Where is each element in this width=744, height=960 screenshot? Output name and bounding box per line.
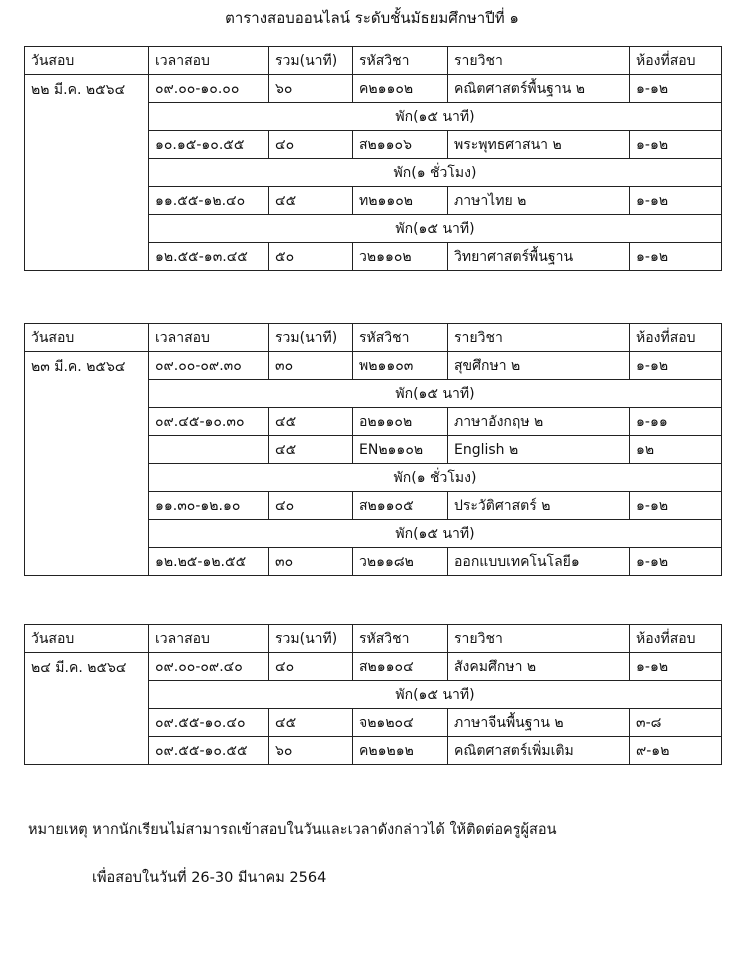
column-header: รหัสวิชา (353, 324, 448, 352)
exam-minutes: ๔๕ (269, 187, 353, 215)
exam-minutes: ๖๐ (269, 737, 353, 765)
exam-room: ๑๒ (630, 436, 722, 464)
exam-date: ๒๒ มี.ค. ๒๕๖๔ (25, 75, 149, 271)
exam-time: ๐๙.๕๕-๑๐.๔๐ (149, 709, 269, 737)
exam-room: ๑-๑๒ (630, 548, 722, 576)
exam-room: ๑-๑๒ (630, 131, 722, 159)
subject-name: ภาษาไทย ๒ (448, 187, 630, 215)
column-header: รวม(นาที) (269, 625, 353, 653)
subject-code: อ๒๑๑๐๒ (353, 408, 448, 436)
column-header: ห้องที่สอบ (630, 47, 722, 75)
subject-name: สังคมศึกษา ๒ (448, 653, 630, 681)
column-header: เวลาสอบ (149, 625, 269, 653)
exam-room: ๑-๑๒ (630, 653, 722, 681)
exam-table-day-3 (24, 624, 722, 765)
exam-minutes: ๔๕ (269, 709, 353, 737)
subject-name: คณิตศาสตร์เพิ่มเติม (448, 737, 630, 765)
exam-room: ๑-๑๒ (630, 492, 722, 520)
subject-code: ค๒๑๒๑๒ (353, 737, 448, 765)
subject-name: ภาษาจีนพื้นฐาน ๒ (448, 709, 630, 737)
exam-room: ๙-๑๒ (630, 737, 722, 765)
exam-time (149, 436, 269, 464)
column-header: เวลาสอบ (149, 324, 269, 352)
exam-time: ๐๙.๔๕-๑๐.๓๐ (149, 408, 269, 436)
column-header: รายวิชา (448, 47, 630, 75)
subject-name: คณิตศาสตร์พื้นฐาน ๒ (448, 75, 630, 103)
column-header: รหัสวิชา (353, 47, 448, 75)
exam-time: ๑๑.๕๕-๑๒.๔๐ (149, 187, 269, 215)
table-header-row (25, 47, 722, 75)
column-header: ห้องที่สอบ (630, 625, 722, 653)
column-header: วันสอบ (25, 47, 149, 75)
subject-code: ส๒๑๑๐๖ (353, 131, 448, 159)
table-header-row (25, 625, 722, 653)
exam-date: ๒๔ มี.ค. ๒๕๖๔ (25, 653, 149, 765)
break-label: พัก(๑ ชั่วโมง) (149, 159, 722, 187)
note-line-2: เพื่อสอบในวันที่ 26-30 มีนาคม 2564 (92, 870, 327, 886)
table-header-row (25, 324, 722, 352)
subject-code: ส๒๑๑๐๕ (353, 492, 448, 520)
subject-code: จ๒๑๒๐๔ (353, 709, 448, 737)
exam-minutes: ๓๐ (269, 548, 353, 576)
exam-minutes: ๔๕ (269, 436, 353, 464)
exam-date: ๒๓ มี.ค. ๒๕๖๔ (25, 352, 149, 576)
exam-minutes: ๖๐ (269, 75, 353, 103)
exam-room: ๑-๑๒ (630, 352, 722, 380)
page-title: ตารางสอบออนไลน์ ระดับชั้นมัธยมศึกษาปีที่ ๑ (225, 9, 519, 27)
exam-room: ๑-๑๒ (630, 243, 722, 271)
subject-name: สุขศึกษา ๒ (448, 352, 630, 380)
exam-minutes: ๓๐ (269, 352, 353, 380)
subject-name: ออกแบบเทคโนโลยี๑ (448, 548, 630, 576)
break-label: พัก(๑๕ นาที) (149, 380, 722, 408)
table-row (25, 653, 722, 681)
exam-room: ๑-๑๒ (630, 187, 722, 215)
exam-time: ๑๐.๑๕-๑๐.๕๕ (149, 131, 269, 159)
exam-table-day-1 (24, 46, 722, 271)
column-header: ห้องที่สอบ (630, 324, 722, 352)
exam-time: ๑๒.๒๕-๑๒.๕๕ (149, 548, 269, 576)
exam-table-day-2 (24, 323, 722, 576)
column-header: รวม(นาที) (269, 324, 353, 352)
exam-time: ๑๒.๕๕-๑๓.๔๕ (149, 243, 269, 271)
exam-time: ๐๙.๐๐-๐๙.๔๐ (149, 653, 269, 681)
exam-room: ๑-๑๑ (630, 408, 722, 436)
table-row (25, 352, 722, 380)
column-header: รายวิชา (448, 625, 630, 653)
exam-room: ๓-๘ (630, 709, 722, 737)
exam-time: ๐๙.๕๕-๑๐.๕๕ (149, 737, 269, 765)
column-header: รายวิชา (448, 324, 630, 352)
column-header: รวม(นาที) (269, 47, 353, 75)
subject-code: พ๒๑๑๐๓ (353, 352, 448, 380)
exam-time: ๑๑.๓๐-๑๒.๑๐ (149, 492, 269, 520)
exam-room: ๑-๑๒ (630, 75, 722, 103)
subject-name: ภาษาอังกฤษ ๒ (448, 408, 630, 436)
exam-time: ๐๙.๐๐-๑๐.๐๐ (149, 75, 269, 103)
subject-code: ว๒๑๑๘๒ (353, 548, 448, 576)
column-header: รหัสวิชา (353, 625, 448, 653)
exam-minutes: ๔๐ (269, 653, 353, 681)
exam-time: ๐๙.๐๐-๐๙.๓๐ (149, 352, 269, 380)
subject-name: English ๒ (448, 436, 630, 464)
subject-code: ค๒๑๑๐๒ (353, 75, 448, 103)
break-label: พัก(๑๕ นาที) (149, 215, 722, 243)
column-header: วันสอบ (25, 324, 149, 352)
subject-code: ส๒๑๑๐๔ (353, 653, 448, 681)
break-label: พัก(๑๕ นาที) (149, 681, 722, 709)
break-label: พัก(๑๕ นาที) (149, 103, 722, 131)
note-line-1: หมายเหตุ หากนักเรียนไม่สามารถเข้าสอบในวันและเวลาดังกล่าวได้ ให้ติดต่อครูผู้สอน (28, 822, 557, 838)
subject-code: ว๒๑๑๐๒ (353, 243, 448, 271)
break-label: พัก(๑๕ นาที) (149, 520, 722, 548)
exam-minutes: ๔๕ (269, 408, 353, 436)
exam-minutes: ๔๐ (269, 131, 353, 159)
subject-name: พระพุทธศาสนา ๒ (448, 131, 630, 159)
subject-code: ท๒๑๑๐๒ (353, 187, 448, 215)
subject-code: EN๒๑๑๐๒ (353, 436, 448, 464)
column-header: เวลาสอบ (149, 47, 269, 75)
subject-name: ประวัติศาสตร์ ๒ (448, 492, 630, 520)
subject-name: วิทยาศาสตร์พื้นฐาน (448, 243, 630, 271)
column-header: วันสอบ (25, 625, 149, 653)
exam-minutes: ๕๐ (269, 243, 353, 271)
break-label: พัก(๑ ชั่วโมง) (149, 464, 722, 492)
table-row (25, 75, 722, 103)
exam-minutes: ๔๐ (269, 492, 353, 520)
